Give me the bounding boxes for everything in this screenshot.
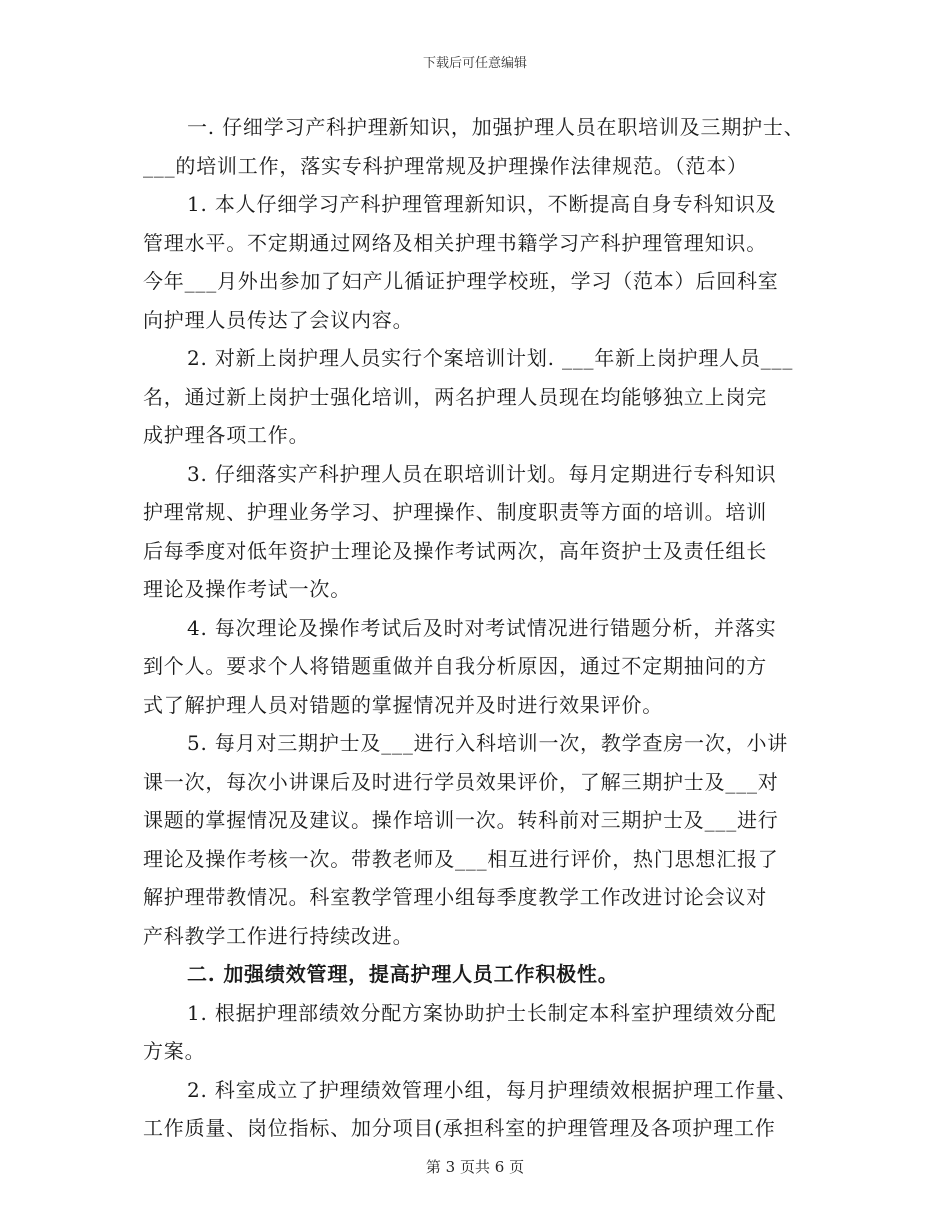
paragraph-line: 1. 本人仔细学习产科护理管理新知识，不断提高自身专科知识及 xyxy=(187,192,777,216)
paragraph-line: 1. 根据护理部绩效分配方案协助护士长制定本科室护理绩效分配 xyxy=(187,1000,777,1025)
section-heading-line: 二. 加强绩效管理，提高护理人员工作积极性。 xyxy=(187,962,619,986)
paragraph-line: 方案。 xyxy=(143,1039,206,1063)
paragraph-line: 今年___月外出参加了妇产儿循证护理学校班，学习（范本）后回科室 xyxy=(143,269,779,293)
paragraph-line: 3. 仔细落实产科护理人员在职培训计划。每月定期进行专科知识 xyxy=(187,461,777,486)
paragraph-line: 产科教学工作进行持续改进。 xyxy=(143,923,414,948)
paragraph-line: 解护理带教情况。科室教学管理小组每季度教学工作改进讨论会议对 xyxy=(143,885,767,909)
paragraph-line: 名，通过新上岗护士强化培训，两名护理人员现在均能够独立上岗完 xyxy=(143,384,767,409)
paragraph-line: 向护理人员传达了会议内容。 xyxy=(143,307,414,332)
paragraph-line: 到个人。要求个人将错题重做并自我分析原因，通过不定期抽问的方 xyxy=(143,654,767,678)
document-body xyxy=(143,108,815,1148)
paragraph-line: 工作质量、岗位指标、加分项目(承担科室的护理管理及各项护理工作 xyxy=(143,1116,776,1140)
paragraph-line: 管理水平。不定期通过网络及相关护理书籍学习产科护理管理知识。 xyxy=(143,230,767,255)
paragraph-line: 护理常规、护理业务学习、护理操作、制度职责等方面的培训。培训 xyxy=(143,500,767,524)
paragraph-line: 理论及操作考核一次。带教老师及___相互进行评价，热门思想汇报了 xyxy=(143,846,779,871)
paragraph-line: 课一次，每次小讲课后及时进行学员效果评价，了解三期护士及___对 xyxy=(143,769,779,794)
paragraph-line: 课题的掌握情况及建议。操作培训一次。转科前对三期护士及___进行 xyxy=(143,808,779,832)
paragraph-line: 5. 每月对三期护士及___进行入科培训一次，教学查房一次，小讲 xyxy=(187,731,789,755)
paragraph-line: 2. 科室成立了护理绩效管理小组，每月护理绩效根据护理工作量、 xyxy=(187,1077,798,1102)
paragraph-line: 成护理各项工作。 xyxy=(143,423,310,447)
paragraph-line: 2. 对新上岗护理人员实行个案培训计划. ___年新上岗护理人员___ xyxy=(187,346,794,370)
paragraph-line: ___的培训工作，落实专科护理常规及护理操作法律规范。（范本） xyxy=(143,153,748,178)
page-number: 第 3 页共 6 页 xyxy=(425,1158,525,1176)
paragraph-line: 一. 仔细学习产科护理新知识，加强护理人员在职培训及三期护士、 xyxy=(187,115,805,139)
paragraph-line: 4. 每次理论及操作考试后及时对考试情况进行错题分析，并落实 xyxy=(187,615,777,640)
page-header: 下载后可任意编辑 xyxy=(422,56,527,71)
paragraph-line: 后每季度对低年资护士理论及操作考试两次，高年资护士及责任组长 xyxy=(143,538,767,563)
paragraph-line: 式了解护理人员对错题的掌握情况并及时进行效果评价。 xyxy=(143,692,663,717)
paragraph-line: 理论及操作考试一次。 xyxy=(143,577,351,601)
